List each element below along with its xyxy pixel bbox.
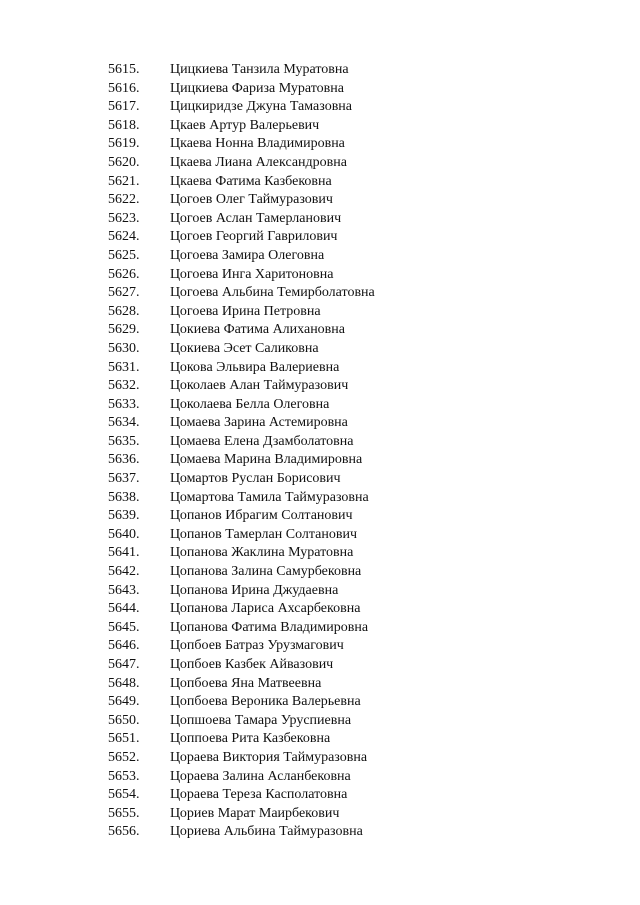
entry-number: 5626. (108, 266, 140, 282)
entry-name: Цопанова Лариса Ахсарбековна (170, 601, 361, 617)
entry-name: Цопанова Фатима Владимировна (170, 619, 369, 635)
entry-name: Цомаева Елена Дзамболатовна (170, 433, 354, 449)
list-item (108, 359, 375, 378)
entry-number: 5638. (108, 489, 140, 505)
entry-name: Цкаев Артур Валерьевич (170, 117, 320, 133)
entry-name: Цомартова Тамила Таймуразовна (170, 489, 369, 505)
list-item (108, 489, 375, 508)
entry-name: Цокиева Эсет Саликовна (170, 340, 319, 356)
entry-name: Цопбоева Вероника Валерьевна (170, 694, 361, 710)
entry-number: 5641. (108, 545, 140, 561)
entry-number: 5644. (108, 601, 140, 617)
list-item (108, 600, 375, 619)
entry-number: 5631. (108, 359, 140, 375)
entry-number: 5642. (108, 564, 140, 580)
list-item (108, 303, 375, 322)
entry-name: Цораева Тереза Касполатовна (170, 787, 348, 803)
list-item (108, 61, 375, 80)
entry-name: Цомартов Руслан Борисович (170, 471, 341, 487)
entry-name: Цопбоев Батраз Урузмагович (170, 638, 344, 654)
numbered-name-list (108, 61, 375, 842)
entry-name: Цопанов Ибрагим Солтанович (170, 508, 353, 524)
entry-number: 5646. (108, 638, 140, 654)
entry-number: 5651. (108, 731, 140, 747)
entry-name: Цопанова Залина Самурбековна (170, 564, 362, 580)
list-item (108, 470, 375, 489)
entry-number: 5652. (108, 749, 140, 765)
list-item (108, 619, 375, 638)
list-item (108, 544, 375, 563)
entry-number: 5621. (108, 173, 140, 189)
entry-name: Цораева Залина Асланбековна (170, 768, 351, 784)
entry-number: 5616. (108, 80, 140, 96)
entry-name: Цкаева Нонна Владимировна (170, 136, 345, 152)
list-item (108, 433, 375, 452)
entry-number: 5643. (108, 582, 140, 598)
entry-number: 5655. (108, 805, 140, 821)
list-item (108, 730, 375, 749)
entry-name: Цоколаев Алан Таймуразович (170, 378, 349, 394)
entry-number: 5615. (108, 62, 140, 77)
list-item (108, 135, 375, 154)
entry-name: Цопанова Ирина Джудаевна (170, 582, 339, 598)
entry-number: 5632. (108, 378, 140, 394)
entry-number: 5654. (108, 787, 140, 803)
entry-number: 5619. (108, 136, 140, 152)
entry-name: Цицкиева Фариза Муратовна (170, 80, 344, 96)
entry-number: 5633. (108, 396, 140, 412)
entry-number: 5630. (108, 340, 140, 356)
list-item (108, 675, 375, 694)
entry-number: 5649. (108, 694, 140, 710)
entry-name: Цопшоева Тамара Уруспиевна (170, 712, 352, 728)
list-item (108, 173, 375, 192)
entry-number: 5629. (108, 322, 140, 338)
list-item (108, 321, 375, 340)
entry-number: 5622. (108, 192, 140, 208)
entry-number: 5618. (108, 117, 140, 133)
entry-name: Цицкиева Танзила Муратовна (170, 62, 349, 77)
entry-number: 5620. (108, 154, 140, 170)
entry-number: 5650. (108, 712, 140, 728)
entry-number: 5634. (108, 415, 140, 431)
entry-name: Цогоева Замира Олеговна (170, 247, 325, 263)
list-item (108, 266, 375, 285)
entry-number: 5635. (108, 433, 140, 449)
list-item (108, 117, 375, 136)
entry-name: Цориева Альбина Таймуразовна (170, 824, 363, 840)
list-item (108, 80, 375, 99)
entry-name: Цомаева Зарина Астемировна (170, 415, 348, 431)
list-item (108, 805, 375, 824)
list-item (108, 526, 375, 545)
entry-number: 5647. (108, 657, 140, 672)
entry-name: Цопанов Тамерлан Солтанович (170, 526, 358, 542)
list-item (108, 228, 375, 247)
list-item (108, 191, 375, 210)
list-item (108, 637, 375, 656)
entry-number: 5617. (108, 99, 140, 115)
list-item (108, 154, 375, 173)
list-item (108, 786, 375, 805)
entry-name: Цориев Марат Маирбекович (170, 805, 340, 821)
list-item (108, 749, 375, 768)
entry-number: 5645. (108, 619, 140, 635)
list-item (108, 247, 375, 266)
list-item (108, 712, 375, 731)
entry-number: 5627. (108, 285, 140, 301)
entry-name: Цокиева Фатима Алихановна (170, 322, 345, 338)
entry-number: 5653. (108, 768, 140, 784)
entry-name: Цогоев Аслан Тамерланович (170, 210, 342, 226)
list-item (108, 768, 375, 787)
list-item (108, 656, 375, 675)
list-item (108, 396, 375, 415)
entry-number: 5639. (108, 508, 140, 524)
list-item (108, 507, 375, 526)
entry-name: Цогоева Ирина Петровна (170, 303, 321, 319)
entry-number: 5623. (108, 210, 140, 226)
list-item (108, 98, 375, 117)
list-item (108, 823, 375, 842)
list-item (108, 340, 375, 359)
entry-name: Цопбоев Казбек Айвазович (170, 657, 334, 672)
entry-number: 5640. (108, 526, 140, 542)
entry-name: Цогоев Олег Таймуразович (170, 192, 333, 208)
entry-number: 5624. (108, 229, 140, 245)
entry-name: Цораева Виктория Таймуразовна (170, 749, 368, 765)
entry-name: Цогоев Георгий Гаврилович (170, 229, 338, 245)
list-item (108, 377, 375, 396)
entry-number: 5625. (108, 247, 140, 263)
entry-number: 5656. (108, 824, 140, 840)
list-item (108, 210, 375, 229)
entry-number: 5648. (108, 675, 140, 691)
entry-name: Цокова Эльвира Валериевна (170, 359, 340, 375)
list-item (108, 451, 375, 470)
list-item (108, 414, 375, 433)
entry-name: Цоппоева Рита Казбековна (170, 731, 331, 747)
entry-name: Цицкиридзе Джуна Тамазовна (170, 99, 353, 115)
entry-name: Цопбоева Яна Матвеевна (170, 675, 322, 691)
list-item (108, 284, 375, 303)
entry-name: Цкаева Лиана Александровна (170, 154, 347, 170)
list-item (108, 563, 375, 582)
list-item (108, 582, 375, 601)
entry-name: Цкаева Фатима Казбековна (170, 173, 332, 189)
entry-number: 5628. (108, 303, 140, 319)
list-item (108, 693, 375, 712)
entry-name: Цоколаева Белла Олеговна (170, 396, 330, 412)
entry-number: 5636. (108, 452, 140, 468)
entry-name: Цогоева Альбина Темирболатовна (170, 285, 375, 301)
entry-name: Цомаева Марина Владимировна (170, 452, 363, 468)
entry-name: Цопанова Жаклина Муратовна (170, 545, 354, 561)
entry-number: 5637. (108, 471, 140, 487)
entry-name: Цогоева Инга Харитоновна (170, 266, 334, 282)
